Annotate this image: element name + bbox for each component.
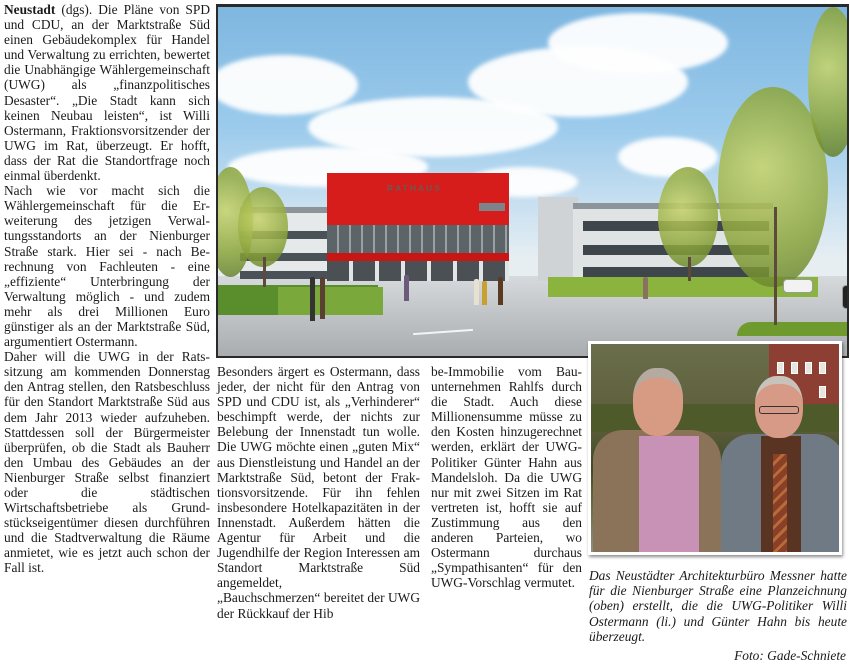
- entrance-glazing: [327, 261, 509, 281]
- politicians-photo: [588, 341, 842, 555]
- architectural-rendering-image: [216, 4, 849, 358]
- person-left-head: [633, 368, 683, 436]
- tree-trunk: [263, 257, 266, 287]
- car: [783, 279, 813, 293]
- lawn: [737, 322, 847, 336]
- person-right-tie: [773, 454, 787, 555]
- article-paragraph: [4, 2, 210, 183]
- tree: [658, 167, 718, 267]
- building-core: [538, 197, 578, 281]
- glass-band: [327, 225, 509, 253]
- rathaus-sign: RATHAUS: [387, 183, 442, 193]
- pedestrian: [404, 275, 409, 301]
- pedestrian: [320, 277, 325, 319]
- hedge: [278, 287, 383, 315]
- paragraph-text: (dgs). Die Pläne von SPD und CDU, an der Marktstraße Süd einen Gebäudekomplex für Handel und Verwaltung zu errichten, bewertet die Unabhängige Wählergemeinschaft (UWG) als „finanzpolitisches Desaster“. „Die Stadt kann sich keinen Neubau leisten“, ist Willi Ostermann, Fraktionsvorsitzender der UWG im Rat, überzeugt. Er hofft, dass der Rat die Standortfrage noch einmal überdenkt.: [4, 2, 210, 184]
- pedestrian: [474, 279, 479, 305]
- tree-trunk: [688, 257, 691, 281]
- tree-trunk: [774, 207, 777, 325]
- article-paragraph: be-Immobilie vom Bauunternehmen Rahlfs durch die Stadt. Auch diese Millionensumme müsse zu den Kosten hinzugerechnet werden, erklärt der UWG-Politiker Günter Hahn aus Mandelsloh. Da die UWG nur mit zwei Sitzen im Rat vertreten ist, hofft sie auf Zustimmung aus den anderen Parteien, wo Ostermann durchaus „Sympathisanten“ für den UWG-Vorschlag vermutet.: [431, 364, 582, 591]
- cloud: [618, 137, 718, 177]
- car: [842, 285, 849, 309]
- article-column-3: [431, 364, 582, 590]
- article-column-2: [217, 364, 420, 621]
- red-facade-block: [327, 173, 509, 281]
- article-paragraph: Besonders ärgert es Ostermann, dass jeder, der nicht für den Antrag von SPD und CDU ist, als „Verhinderer“ beschimpft werde, der nichts zur Belebung der Innenstadt tun wolle. Die UWG möchte einen „guten Mix“ aus Dienstleistung und Handel an der Marktstraße Süd, betont der Fraktionsvorsitzende. Für ihn fehlen insbesondere Hotelkapazitäten in der Innenstadt. Außerdem hätten die Agentur für Arbeit und die Jugendhilfe der Region Interessen am Standort Marktstraße Süd angemeldet,: [217, 364, 420, 591]
- article-paragraph: Nach wie vor macht sich die Wählergemeinschaft für die Erweiterung des jetzigen Verwaltungsstandorts an der Nienburger Straße stark. Hier sei - nach Berechnung von Fachleuten - eine „effiziente“ Unterbringung der Verwaltung möglich - und zudem mehr als drei Millionen Euro günstiger als an der Marktstraße Süd, argumentiert Ostermann.: [4, 183, 210, 350]
- cloud: [548, 13, 728, 73]
- pedestrian: [643, 277, 648, 299]
- cloud: [216, 55, 358, 115]
- photo-caption: Das Neustädter Architekturbüro Messner hatte für die Nienburger Straße eine Planzeichnung (oben) erstellt, die die UWG-Politiker Willi Ostermann (li.) und Günter Hahn bis heute überzeugt.: [589, 568, 847, 644]
- glasses: [759, 406, 799, 414]
- person-left-shirt: [639, 436, 699, 555]
- facade-band: [327, 253, 509, 261]
- facade-window: [479, 203, 505, 211]
- dateline: Neustadt: [4, 2, 56, 17]
- article-paragraph: Daher will die UWG in der Ratssitzung am kommenden Donnerstag den Antrag stellen, den Ratsbeschluss für den Standort Marktstraße Süd aus dem Jahr 2013 wieder aufzuheben. Stattdessen soll der Bürgermeister überprüfen, ob die Stadt als Bauherr den Umbau des Gebäudes an der Nienburger Straße selbst finanziert oder die städtischen Wirtschaftsbetriebe als Grundstückseigentümer diesen durchführen und die Stadtverwaltung die Räume anmietet, wie es jetzt auch schon der Fall ist.: [4, 349, 210, 576]
- article-paragraph: „Bauchschmerzen“ bereitet der UWG der Rückkauf der Hib: [217, 590, 420, 621]
- pedestrian: [498, 277, 503, 305]
- tree: [238, 187, 288, 267]
- pedestrian: [482, 281, 487, 305]
- photo-credit: Foto: Gade-Schniete: [734, 648, 846, 663]
- article-column-1: [4, 2, 210, 576]
- pedestrian: [310, 277, 315, 321]
